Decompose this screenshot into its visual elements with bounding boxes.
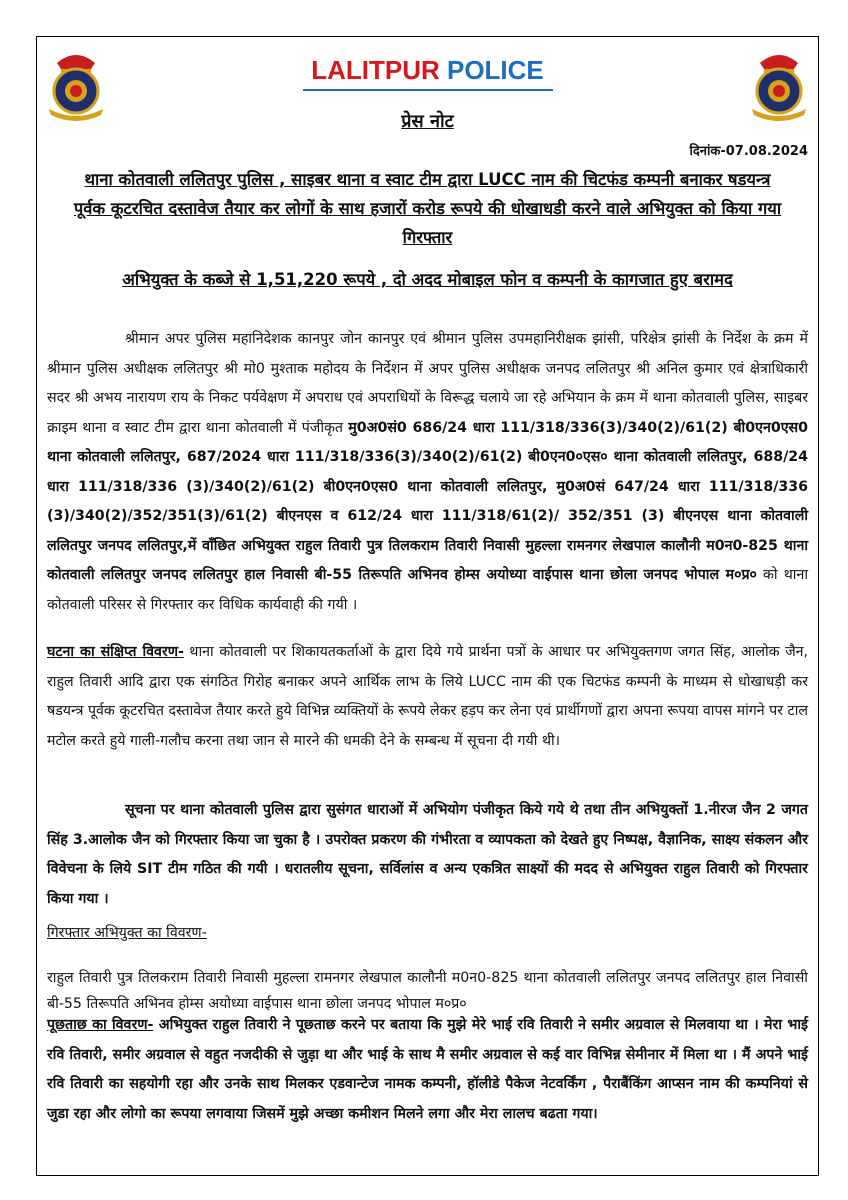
recovery-headline: अभियुक्त के कब्जे से 1,51,220 रूपये , दो अदद मोबाइल फोन व कम्पनी के कागजात हुए बरामद: [122, 270, 733, 289]
arrested-heading: गिरफ्तार अभियुक्त का विवरण-: [47, 925, 207, 941]
date-label: दिनांक-07.08.2024: [689, 144, 808, 159]
press-note-subtitle: प्रेस नोट: [401, 111, 454, 132]
paragraph-main-intro: श्रीमान अपर पुलिस महानिदेशक कानपुर जोन कानपुर एवं श्रीमान पुलिस उपमहानिरीक्षक झांसी, परिक्षेत्र झांसी के निर्देश के क्रम में श्रीमान पुलिस अधीक्षक ललितपुर श्री मो0 मुश्ताक महोदय के निर्देशन में अपर पुलिस अधीक्षक जनपद ललितपुर श्री अनिल कुमार एवं क्षेत्राधिकारी सदर श्री अभय नारायण राय के निकट पर्यवेक्षण में अपराध एवं अपराधियों के विरूद्ध चलाये जा रहे अभियान के क्रम में थाना कोतवाली पुलिस, साइबर क्राइम थाना व स्वाट टीम द्वारा थाना कोतवाली में पंजीकृत: [47, 331, 808, 436]
incident-text: थाना कोतवाली पर शिकायतकर्ताओं के द्वारा दिये गये प्रार्थना पत्रों के आधार पर अभियुक्तगण जगत सिंह, आलोक जैन, राहुल तिवारी आदि द्वारा एक संगठित गिरोह बनाकर अपने आर्थिक लाभ के लिये LUCC नाम की एक चिटफंड कम्पनी के माध्यम से धोखाधड़ी कर षडयन्त्र पूर्वक कूटरचित दस्तावेज तैयार करते हुये विभिन्न व्यक्तियों के रूपये लेकर हड़प कर लेना एवं प्रार्थीगणों द्वारा अपना रूपया वापस मांगने पर टाल मटोल करते हुये गाली-गलौच करना तथा जान से मारने की धमकी देने के सम्बन्ध में सूचना दी गयी थी।: [47, 644, 808, 749]
title-lalitpur: LALITPUR: [311, 55, 440, 85]
paragraph-main: [47, 325, 808, 620]
action-paragraph: सूचना पर थाना कोतवाली पुलिस द्वारा सुसंगत धाराओं में अभियोग पंजीकृत किये गये थे तथा तीन अभियुक्तों 1.नीरज जैन 2 जगत सिंह 3.आलोक जैन को गिरफ्तार किया जा चुका है । उपरोक्त प्रकरण की गंभीरता व व्यापकता को देखते हुए निष्पक्ष, वैज्ञानिक, साक्ष्य संकलन और विवेचना के लिये SIT टीम गठित की गयी । धरातलीय सूचना, सर्विलांस व अन्य एकत्रित साक्ष्यों की मदद से अभियुक्त राहुल तिवारी को गिरफ्तार किया गया ।: [47, 802, 808, 907]
interrogation-text: अभियुक्त राहुल तिवारी ने पूछताछ करने पर बताया कि मुझे मेरे भाई रवि तिवारी ने समीर अग्रवाल से मिलवाया था । मेरा भाई रवि तिवारी, समीर अग्रवाल से वहुत नजदीकी से जुड़ा था और भाई के साथ मै समीर अग्रवाल से कई वार विभिन्न सेमीनार में मिला था । मैं अपने भाई रवि तिवारी का सहयोगी रहा और उनके साथ मिलकर एडवान्टेज नामक कम्पनी, हॉलीडे पैकेज नेटवर्किंग , पैराबैंकिंग आप्सन नाम की कम्पनियां से जुडा रहा और लोगो का रूपया लगवाया जिसमें मुझे अच्छा कमीशन मिलने लगा और मेरा लालच बढता गया।: [47, 1017, 808, 1122]
interrogation-paragraph: [47, 1011, 808, 1129]
headline: थाना कोतवाली ललितपुर पुलिस , साइबर थाना व स्वाट टीम द्वारा LUCC नाम की चिटफंड कम्पनी बनाकर षडयन्त्र पूर्वक कूटरचित दस्तावेज तैयार कर लोगों के साथ हजारों करोड रूपये की धोखाधडी करने वाले अभियुक्त को किया गया गिरफ्तार: [73, 170, 782, 247]
arrested-details: [47, 939, 808, 1017]
page-title: [37, 55, 818, 86]
incident-paragraph: [47, 638, 808, 756]
arrested-text: राहुल तिवारी पुत्र तिलकराम तिवारी निवासी मुहल्ला रामनगर लेखपाल कालौनी म0न0-825 थाना कोतवाली ललितपुर जनपद ललितपुर हाल निवासी बी-55 तिरूपति अभिनव होम्स अयोध्या वाईपास थाना छोला जनपद भोपाल म०प्र०: [47, 970, 808, 1012]
title-police: POLICE: [446, 55, 544, 85]
paragraph-main-case-details: मु0अ0सं0 686/24 धारा 111/318/336(3)/340(2)/61(2) बी0एन0एस0 थाना कोतवाली ललितपुर, 687/2024 धारा 111/318/336(3)/340(2)/61(2) बी0एन0०एस० थाना कोतवाली ललितपुर, 688/24 धारा 111/318/336 (3)/340(2)/61(2) बी0एन0एस0 थाना कोतवाली ललितपुर, मु0अ0सं 647/24 धारा 111/318/336 (3)/340(2)/352/351(3)/61(2) बीएनएस व 612/24 धारा 111/318/61(2)/ 352/351 (3) बीएनएस थाना कोतवाली ललितपुर जनपद ललितपुर,में वाँछित अभियुक्त राहुल तिवारी पुत्र तिलकराम तिवारी निवासी मुहल्ला रामनगर लेखपाल कालौनी म0न0-825 थाना कोतवाली ललितपुर जनपद ललितपुर हाल निवासी बी-55 तिरूपति अभिनव होम्स अयोध्या वाईपास थाना छोला जनपद भोपाल म०प्र०: [47, 419, 808, 583]
paragraph-main-tail: को थाना कोतवाली परिसर से गिरफ्तार कर विधिक कार्यवाही की गयी ।: [47, 567, 808, 613]
title-underline: [303, 89, 553, 91]
incident-heading: घटना का संक्षिप्त विवरण-: [47, 644, 184, 660]
press-note-page: [36, 36, 819, 1176]
interrogation-heading: पूछताछ का विवरण-: [47, 1017, 154, 1033]
